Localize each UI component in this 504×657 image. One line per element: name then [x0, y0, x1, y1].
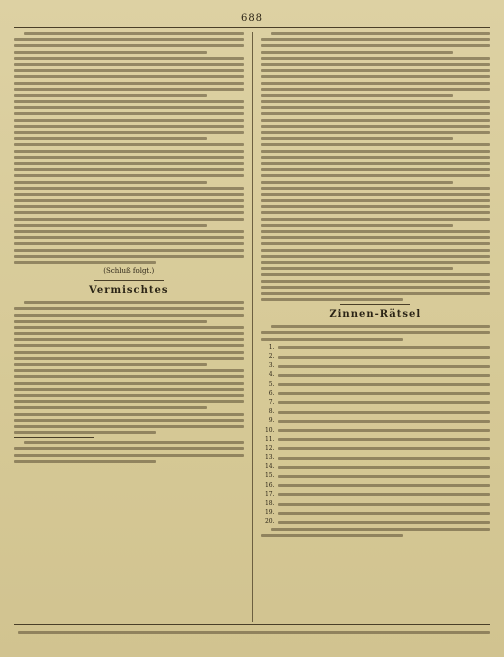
- list-item-number: 10.: [264, 426, 275, 434]
- text-line: [261, 236, 491, 239]
- raetsel-list-item: [261, 399, 491, 407]
- text-line: [261, 261, 491, 264]
- text-line: [14, 150, 244, 153]
- section-heading-zinnen-raetsel: Zinnen-Rätsel: [329, 309, 422, 321]
- list-item-number: 17.: [264, 490, 275, 498]
- text-line: [14, 255, 244, 258]
- list-item-number: 5.: [268, 380, 275, 388]
- text-line: [271, 325, 491, 328]
- raetsel-list-item: [261, 417, 491, 425]
- text-line: [14, 205, 244, 208]
- text-line: [14, 168, 244, 171]
- text-line: [278, 438, 491, 441]
- text-line: [261, 88, 491, 91]
- text-line: [24, 32, 244, 35]
- text-line: [261, 125, 491, 128]
- left-column: [14, 32, 244, 622]
- text-line: [261, 286, 491, 289]
- continued-marker: (Schluß folgt.): [103, 267, 155, 276]
- text-line: [278, 420, 491, 423]
- vermischtes-lines: [14, 301, 244, 434]
- text-line: [261, 51, 454, 54]
- text-line: [14, 363, 207, 366]
- text-line: [261, 150, 491, 153]
- text-line: [14, 351, 244, 354]
- text-line: [278, 411, 491, 414]
- right-column: [261, 32, 491, 622]
- text-line: [14, 326, 244, 329]
- text-line: [261, 94, 454, 97]
- raetsel-list: [261, 344, 491, 527]
- text-line: [14, 44, 244, 47]
- text-line: [261, 242, 491, 245]
- text-line: [14, 51, 207, 54]
- text-line: [261, 63, 491, 66]
- text-line: [261, 112, 491, 115]
- text-line: [261, 534, 403, 537]
- text-line: [14, 375, 244, 378]
- text-line: [261, 211, 491, 214]
- text-line: [278, 512, 491, 515]
- text-line: [261, 280, 491, 283]
- two-column-body: [14, 32, 490, 622]
- footer-rule: [14, 624, 490, 625]
- text-line: [14, 75, 244, 78]
- left-continuation-lines: [14, 32, 244, 264]
- section-separator: [340, 304, 410, 305]
- list-item-number: 14.: [264, 463, 275, 471]
- list-item-number: 20.: [264, 518, 275, 526]
- text-line: [261, 156, 491, 159]
- text-line: [261, 38, 491, 41]
- imprint-placeholder: [18, 631, 490, 634]
- list-item-number: 19.: [264, 509, 275, 517]
- text-line: [278, 346, 491, 349]
- text-line: [14, 230, 244, 233]
- text-line: [14, 400, 244, 403]
- text-line: [261, 224, 454, 227]
- list-item-number: 8.: [268, 408, 275, 416]
- text-line: [261, 137, 454, 140]
- text-line: [14, 419, 244, 422]
- text-line: [271, 528, 491, 531]
- raetsel-list-item: [261, 454, 491, 462]
- raetsel-list-item: [261, 408, 491, 416]
- text-line: [24, 441, 244, 444]
- text-line: [14, 218, 244, 221]
- raetsel-intro-lines: [261, 325, 491, 340]
- raetsel-list-item: [261, 463, 491, 471]
- text-line: [261, 181, 454, 184]
- text-line: [14, 388, 244, 391]
- text-line: [278, 374, 491, 377]
- text-line: [14, 249, 244, 252]
- text-line: [14, 369, 244, 372]
- text-line: [14, 236, 244, 239]
- text-line: [14, 332, 244, 335]
- text-line: [14, 425, 244, 428]
- text-line: [14, 82, 244, 85]
- text-line: [14, 307, 244, 310]
- text-line: [278, 429, 491, 432]
- text-line: [14, 57, 244, 60]
- text-line: [14, 119, 244, 122]
- text-line: [271, 32, 491, 35]
- text-line: [24, 301, 244, 304]
- text-line: [14, 38, 244, 41]
- list-item-number: 4.: [268, 371, 275, 379]
- text-line: [261, 131, 491, 134]
- text-line: [278, 521, 491, 524]
- text-line: [278, 356, 491, 359]
- text-line: [261, 255, 491, 258]
- text-line: [14, 338, 244, 341]
- text-line: [261, 338, 403, 341]
- text-line: [14, 193, 244, 196]
- text-line: [261, 44, 491, 47]
- text-line: [261, 249, 491, 252]
- raetsel-list-item: [261, 491, 491, 499]
- text-line: [14, 125, 244, 128]
- text-line: [14, 242, 244, 245]
- column-divider: [252, 32, 253, 622]
- text-line: [261, 298, 403, 301]
- text-line: [14, 211, 244, 214]
- imprint-line: [14, 628, 490, 636]
- text-line: [14, 320, 207, 323]
- raetsel-list-item: [261, 344, 491, 352]
- text-line: [278, 466, 491, 469]
- text-line: [261, 119, 491, 122]
- list-item-number: 16.: [264, 481, 275, 489]
- text-line: [14, 460, 156, 463]
- text-line: [261, 267, 454, 270]
- text-line: [261, 174, 491, 177]
- text-line: [14, 69, 244, 72]
- text-line: [278, 383, 491, 386]
- text-line: [14, 143, 244, 146]
- text-line: [261, 69, 491, 72]
- text-line: [14, 106, 244, 109]
- text-line: [14, 131, 244, 134]
- text-line: [261, 75, 491, 78]
- raetsel-list-item: [261, 381, 491, 389]
- raetsel-list-item: [261, 482, 491, 490]
- text-line: [14, 224, 207, 227]
- text-line: [278, 457, 491, 460]
- raetsel-list-item: [261, 518, 491, 526]
- text-line: [261, 199, 491, 202]
- text-line: [261, 230, 491, 233]
- text-line: [14, 454, 244, 457]
- list-item-number: 9.: [268, 417, 275, 425]
- header-rule: [14, 27, 490, 28]
- right-continuation-lines: [261, 32, 491, 301]
- text-line: [14, 63, 244, 66]
- text-line: [14, 413, 244, 416]
- text-line: [14, 314, 244, 317]
- list-item-number: 6.: [268, 389, 275, 397]
- text-line: [14, 447, 244, 450]
- text-line: [14, 394, 244, 397]
- list-item-number: 18.: [264, 500, 275, 507]
- raetsel-list-item: [261, 472, 491, 480]
- raetsel-list-item: [261, 371, 491, 379]
- text-line: [14, 100, 244, 103]
- raetsel-list-item: [261, 353, 491, 361]
- text-line: [261, 187, 491, 190]
- text-line: [14, 406, 207, 409]
- list-item-number: 12.: [264, 444, 275, 452]
- text-line: [14, 357, 244, 360]
- text-line: [14, 174, 244, 177]
- text-line: [261, 292, 491, 295]
- footnote-rule: [14, 437, 94, 438]
- text-line: [261, 82, 491, 85]
- list-item-number: 13.: [264, 454, 275, 462]
- footnote-lines: [14, 441, 244, 463]
- raetsel-list-item: [261, 390, 491, 398]
- text-line: [261, 143, 491, 146]
- text-line: [261, 162, 491, 165]
- text-line: [261, 168, 491, 171]
- raetsel-list-item: [261, 509, 491, 517]
- text-line: [278, 365, 491, 368]
- raetsel-list-item: [261, 500, 491, 508]
- section-heading-vermischtes: Vermischtes: [89, 285, 169, 297]
- text-line: [14, 431, 156, 434]
- page-number: 688: [240, 13, 264, 24]
- text-line: [261, 100, 491, 103]
- text-line: [261, 205, 491, 208]
- list-item-number: 1.: [268, 343, 275, 351]
- text-line: [14, 199, 244, 202]
- list-item-number: 2.: [268, 353, 275, 360]
- text-line: [278, 401, 491, 404]
- text-line: [14, 382, 244, 385]
- list-item-number: 11.: [264, 435, 275, 443]
- list-item-number: 3.: [268, 362, 275, 370]
- text-line: [14, 88, 244, 91]
- text-line: [261, 218, 491, 221]
- raetsel-list-item: [261, 445, 491, 453]
- text-line: [278, 484, 491, 487]
- text-line: [261, 193, 491, 196]
- text-line: [278, 392, 491, 395]
- text-line: [14, 162, 244, 165]
- list-item-number: 15.: [264, 472, 275, 480]
- text-line: [14, 181, 207, 184]
- text-line: [261, 57, 491, 60]
- text-line: [261, 331, 491, 334]
- text-line: [14, 112, 244, 115]
- text-line: [14, 187, 244, 190]
- text-line: [278, 493, 491, 496]
- raetsel-list-item: [261, 436, 491, 444]
- text-line: [261, 106, 491, 109]
- text-line: [14, 261, 156, 264]
- text-line: [261, 273, 491, 276]
- list-item-number: 7.: [268, 398, 275, 406]
- raetsel-list-item: [261, 362, 491, 370]
- section-separator: [94, 280, 164, 281]
- text-line: [278, 503, 491, 506]
- text-line: [278, 475, 491, 478]
- raetsel-list-item: [261, 427, 491, 435]
- text-line: [278, 447, 491, 450]
- text-line: [14, 156, 244, 159]
- text-line: [14, 94, 207, 97]
- text-line: [14, 137, 207, 140]
- text-line: [14, 344, 244, 347]
- raetsel-closing-lines: [261, 528, 491, 537]
